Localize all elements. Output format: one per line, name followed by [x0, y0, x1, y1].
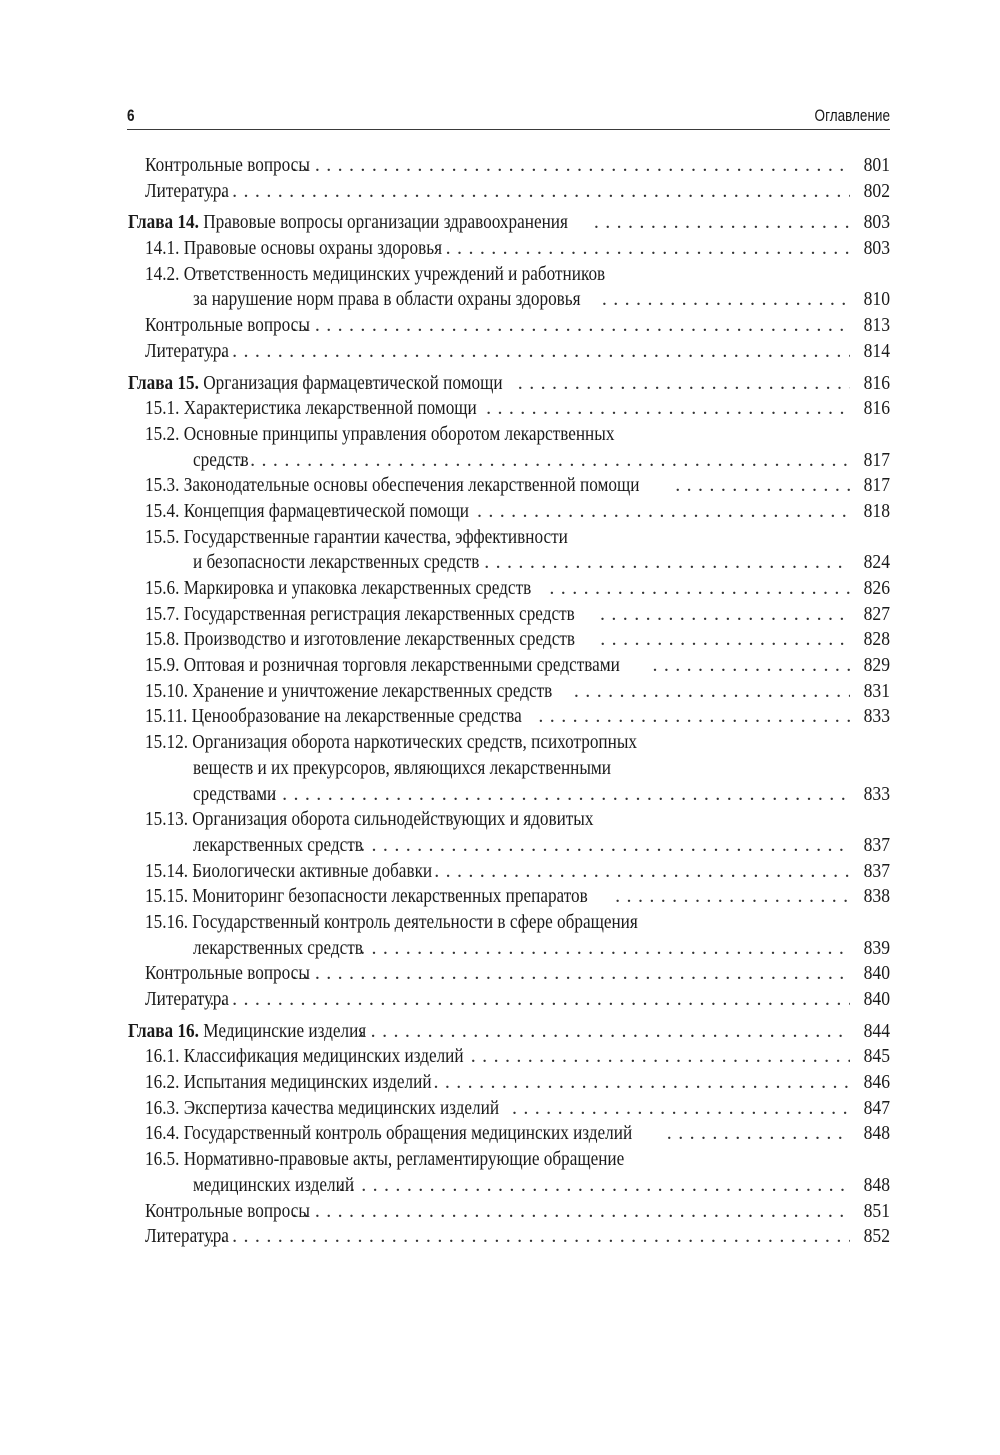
page-ref: 829 [863, 654, 890, 677]
toc-entry-title [145, 313, 310, 339]
entry-text: 15.10. Хранение и уничтожение лекарственных средств [145, 679, 553, 702]
page-ref: 848 [863, 1173, 890, 1196]
toc-entry-title [193, 550, 479, 576]
entry-text: Правовые вопросы организации здравоохранения [203, 211, 568, 234]
dot-leader [652, 653, 850, 679]
chapter-label: Глава 14. [128, 211, 199, 234]
entry-text: 15.11. Ценообразование на лекарственные средства [145, 705, 522, 728]
dot-leader [512, 1096, 850, 1122]
toc-entry-title [145, 1199, 310, 1225]
entry-text: лекарственных средств [193, 936, 363, 959]
page-ref: 840 [863, 962, 890, 985]
dot-leader [198, 179, 850, 205]
toc-entry[interactable] [128, 262, 890, 313]
toc-line [128, 627, 890, 653]
toc-entry-title [145, 153, 310, 179]
toc-entry[interactable] [128, 987, 890, 1013]
dot-leader [433, 1070, 850, 1096]
toc-line [128, 1121, 890, 1147]
entry-text: 15.15. Мониторинг безопасности лекарственных препаратов [145, 885, 588, 908]
entry-text: 15.14. Биологически активные добавки [145, 859, 433, 882]
toc-entry-title [145, 807, 593, 833]
dot-leader [615, 884, 850, 910]
toc-entry-title [145, 576, 531, 602]
toc-entry[interactable] [128, 1044, 890, 1070]
toc-line [128, 884, 890, 910]
entry-text: Литература [145, 339, 229, 362]
entry-text: 16.1. Классификация медицинских изделий [145, 1045, 464, 1068]
toc-line [128, 210, 890, 236]
entry-text: 16.5. Нормативно-правовые акты, регламентирующие обращение [145, 1148, 625, 1171]
entry-text: Контрольные вопросы [145, 154, 310, 176]
toc-line [128, 396, 890, 422]
dot-leader [600, 627, 850, 653]
toc-line [128, 936, 890, 962]
dot-leader [549, 576, 850, 602]
entry-text: 16.4. Государственный контроль обращения медицинских изделий [145, 1122, 633, 1145]
toc-entry-title [145, 236, 442, 262]
toc-line [128, 1199, 890, 1225]
toc-entry-title [145, 339, 229, 365]
toc-entry-title [145, 627, 575, 653]
page-ref: 840 [863, 988, 890, 1010]
dot-leader [198, 987, 850, 1013]
dot-leader [600, 602, 850, 628]
toc-line [128, 339, 890, 365]
entry-text: средствами [193, 782, 277, 805]
toc-line [128, 807, 890, 833]
toc-line [128, 179, 890, 205]
toc-entry-title [145, 704, 522, 730]
toc-entry-title [145, 653, 620, 679]
page-ref: 847 [863, 1096, 890, 1119]
toc-line [128, 602, 890, 628]
toc-entry-title [145, 1121, 632, 1147]
dot-leader [349, 936, 850, 962]
entry-text: и безопасности лекарственных средств [193, 551, 480, 574]
toc-entry[interactable] [128, 1096, 890, 1122]
toc-line [128, 1173, 890, 1199]
entry-text: 15.7. Государственная регистрация лекарственных средств [145, 602, 575, 625]
toc-entry[interactable] [128, 396, 890, 422]
toc-entry-title [145, 1070, 432, 1096]
toc-entry-title [145, 499, 469, 525]
dot-leader [359, 1019, 850, 1045]
entry-text: медицинских изделий [193, 1173, 355, 1196]
toc-line [128, 371, 890, 397]
dot-leader [248, 782, 850, 808]
entry-text: 15.6. Маркировка и упаковка лекарственных средств [145, 577, 532, 599]
toc-entry[interactable] [128, 473, 890, 499]
toc-entry-title [145, 179, 229, 205]
page-ref: 845 [863, 1045, 890, 1068]
dot-leader [594, 210, 850, 236]
toc-entry[interactable] [128, 704, 890, 730]
page-ref: 839 [863, 936, 890, 959]
page-ref: 810 [863, 288, 890, 311]
toc-entry-title [193, 782, 276, 808]
toc-entry[interactable] [128, 1147, 890, 1198]
toc-entry-title [145, 1147, 624, 1173]
toc-entry[interactable] [128, 1070, 890, 1096]
toc-entry[interactable] [128, 884, 890, 910]
dot-leader [338, 1173, 850, 1199]
toc-entry[interactable] [128, 807, 890, 858]
dot-leader [477, 499, 850, 525]
entry-text: за нарушение норм права в области охраны здоровья [193, 288, 581, 311]
toc-entry-title [193, 756, 611, 782]
toc-line [128, 1019, 890, 1045]
entry-text: 16.3. Экспертиза качества медицинских изделий [145, 1096, 500, 1119]
toc-entry[interactable] [128, 422, 890, 473]
toc-entry[interactable] [128, 961, 890, 987]
toc-entry-title [145, 262, 605, 288]
toc-entry-title [145, 396, 477, 422]
page-ref: 851 [863, 1199, 890, 1222]
table-of-contents [128, 153, 890, 1250]
dot-leader [675, 473, 850, 499]
toc-entry-title [145, 987, 229, 1013]
toc-entry[interactable] [128, 153, 890, 179]
toc-entry-title [128, 371, 503, 397]
running-title: Оглавление [814, 107, 890, 125]
entry-text: 14.2. Ответственность медицинских учреждений и работников [145, 262, 606, 285]
toc-entry-title [145, 1224, 229, 1250]
toc-line [128, 704, 890, 730]
page-ref: 816 [863, 397, 890, 420]
toc-entry-title [145, 679, 552, 705]
page-ref: 803 [863, 237, 890, 260]
toc-entry[interactable] [128, 859, 890, 885]
dot-leader [518, 371, 850, 397]
toc-entry-title [145, 602, 575, 628]
page-ref: 813 [863, 314, 890, 337]
page-ref: 828 [863, 628, 890, 651]
toc-entry[interactable] [128, 1121, 890, 1147]
toc-line [128, 653, 890, 679]
toc-entry-title [193, 833, 363, 859]
page-ref: 816 [863, 371, 890, 394]
toc-entry[interactable] [128, 1224, 890, 1250]
dot-leader [471, 1044, 850, 1070]
entry-text: Литература [145, 1225, 229, 1248]
toc-entry-title [128, 210, 568, 236]
toc-line [128, 910, 890, 936]
page-ref: 848 [863, 1122, 890, 1145]
toc-entry-title [128, 1019, 366, 1045]
toc-entry-title [145, 884, 588, 910]
toc-entry[interactable] [128, 525, 890, 576]
page-ref: 803 [863, 211, 890, 234]
toc-entry[interactable] [128, 1199, 890, 1225]
dot-leader [198, 339, 850, 365]
toc-entry[interactable] [128, 627, 890, 653]
toc-line [128, 1147, 890, 1173]
toc-entry[interactable] [128, 730, 890, 807]
entry-text: Контрольные вопросы [145, 314, 310, 337]
toc-entry-title [193, 936, 363, 962]
toc-line [128, 550, 890, 576]
entry-text: веществ и их прекурсоров, являющихся лекарственными [193, 756, 612, 779]
entry-text: 15.2. Основные принципы управления оборотом лекарственных [145, 422, 615, 445]
chapter-label: Глава 15. [128, 371, 199, 394]
dot-leader [292, 1199, 850, 1225]
toc-entry[interactable] [128, 602, 890, 628]
entry-text: 16.2. Испытания медицинских изделий [145, 1071, 432, 1094]
toc-line [128, 859, 890, 885]
toc-entry[interactable] [128, 339, 890, 365]
toc-line [128, 287, 890, 313]
toc-entry-title [145, 730, 637, 756]
toc-line [128, 1044, 890, 1070]
toc-line [128, 576, 890, 602]
page-ref: 846 [863, 1071, 890, 1094]
dot-leader [216, 448, 850, 474]
toc-line [128, 987, 890, 1013]
page-ref: 831 [863, 679, 890, 702]
entry-text: средств [193, 448, 249, 471]
entry-text: Контрольные вопросы [145, 962, 310, 985]
chapter-label: Глава 16. [128, 1019, 199, 1042]
dot-leader [292, 313, 850, 339]
toc-line [128, 473, 890, 499]
dot-leader [484, 550, 850, 576]
entry-text: 15.13. Организация оборота сильнодействующих и ядовитых [145, 808, 594, 831]
toc-line [128, 730, 890, 756]
page-ref: 802 [863, 179, 890, 202]
entry-text: Литература [145, 988, 229, 1010]
page-ref: 824 [863, 551, 890, 574]
toc-line [128, 1096, 890, 1122]
entry-text: 15.12. Организация оборота наркотических средств, психотропных [145, 731, 638, 754]
dot-leader [292, 153, 850, 179]
toc-entry-title [145, 859, 432, 885]
toc-chapter-entry[interactable] [128, 210, 890, 236]
page-ref: 844 [863, 1019, 890, 1042]
toc-line [128, 961, 890, 987]
toc-entry-title [145, 1096, 499, 1122]
toc-line [128, 756, 890, 782]
toc-entry-title [193, 448, 249, 474]
entry-text: Организация фармацевтической помощи [203, 371, 503, 394]
page-ref: 837 [863, 833, 890, 856]
toc-entry[interactable] [128, 576, 890, 602]
toc-entry-title [193, 287, 581, 313]
toc-line [128, 499, 890, 525]
entry-text: Медицинские изделия [203, 1019, 367, 1042]
page-number: 6 [127, 106, 135, 125]
toc-chapter-entry[interactable] [128, 371, 890, 397]
toc-line [128, 833, 890, 859]
page-ref: 818 [863, 499, 890, 522]
toc-line [128, 782, 890, 808]
toc-entry-title [145, 422, 614, 448]
toc-line [128, 448, 890, 474]
dot-leader [574, 679, 850, 705]
running-header [127, 103, 890, 130]
entry-text: 14.1. Правовые основы охраны здоровья [145, 237, 442, 260]
entry-text: лекарственных средств [193, 833, 363, 856]
dot-leader [446, 236, 850, 262]
entry-text: 15.3. Законодательные основы обеспечения лекарственной помощи [145, 474, 640, 497]
toc-entry[interactable] [128, 313, 890, 339]
page-ref: 826 [863, 577, 890, 599]
toc-line [128, 1070, 890, 1096]
toc-entry[interactable] [128, 653, 890, 679]
page-ref: 827 [863, 602, 890, 625]
page-ref: 817 [863, 474, 890, 497]
toc-line [128, 679, 890, 705]
toc-chapter-entry[interactable] [128, 1019, 890, 1045]
toc-entry[interactable] [128, 236, 890, 262]
entry-text: 15.4. Концепция фармацевтической помощи [145, 499, 469, 522]
toc-line [128, 153, 890, 179]
toc-entry[interactable] [128, 179, 890, 205]
toc-entry[interactable] [128, 910, 890, 961]
page-ref: 833 [863, 782, 890, 805]
toc-line [128, 313, 890, 339]
toc-line [128, 422, 890, 448]
entry-text: Контрольные вопросы [145, 1199, 310, 1222]
toc-entry[interactable] [128, 679, 890, 705]
entry-text: 15.1. Характеристика лекарственной помощи [145, 397, 477, 420]
dot-leader [292, 961, 850, 987]
toc-entry-title [145, 473, 639, 499]
toc-entry-title [145, 1044, 464, 1070]
toc-entry[interactable] [128, 499, 890, 525]
page-ref: 833 [863, 705, 890, 728]
dot-leader [486, 396, 850, 422]
page-ref: 838 [863, 885, 890, 908]
toc-entry-title [145, 525, 568, 551]
dot-leader [538, 704, 850, 730]
dot-leader [602, 287, 850, 313]
page-ref: 801 [863, 154, 890, 176]
entry-text: 15.8. Производство и изготовление лекарственных средств [145, 628, 575, 651]
entry-text: Литература [145, 179, 229, 202]
dot-leader [198, 1224, 850, 1250]
entry-text: 15.9. Оптовая и розничная торговля лекарственными средствами [145, 654, 620, 677]
page-ref: 852 [863, 1225, 890, 1248]
toc-line [128, 525, 890, 551]
entry-text: 15.16. Государственный контроль деятельности в сфере обращения [145, 910, 638, 933]
entry-text: 15.5. Государственные гарантии качества, эффективности [145, 525, 568, 548]
toc-line [128, 262, 890, 288]
page-ref: 814 [863, 339, 890, 362]
toc-entry-title [145, 910, 638, 936]
dot-leader [667, 1121, 850, 1147]
toc-line [128, 236, 890, 262]
page-ref: 837 [863, 859, 890, 882]
dot-leader [349, 833, 850, 859]
toc-entry-title [193, 1173, 354, 1199]
toc-line [128, 1224, 890, 1250]
page-ref: 817 [863, 448, 890, 471]
toc-entry-title [145, 961, 310, 987]
dot-leader [434, 859, 850, 885]
